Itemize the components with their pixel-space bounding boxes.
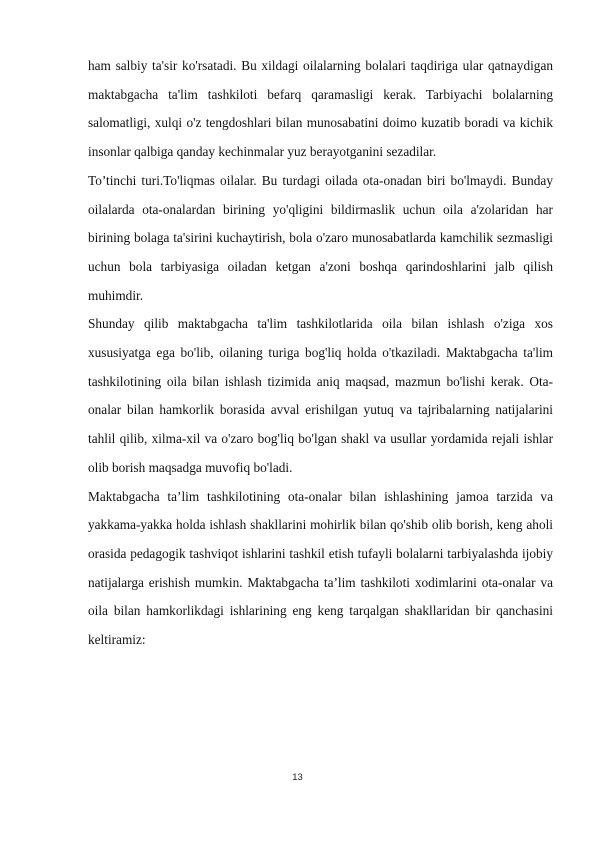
- paragraph-3: Shunday qilib maktabgacha ta'lim tashkilotlarida oila bilan ishlash o'ziga xos xususiyatga ega bo'lib, oilaning turiga bog'liq holda o'tkaziladi. Maktabgacha ta'lim tashkilotining oila bilan ishlash tizimida aniq maqsad, mazmun bo'lishi kerak. Ota-onalar bilan hamkorlik borasida avval erishilgan yutuq va tajribalarning natijalarini tahlil qilib, xilma-xil va o'zaro bog'liq bo'lgan shakl va usullar yordamida rejali ishlar olib borish maqsadga muvofiq bo'ladi.: [88, 316, 553, 475]
- paragraph-2: To’tinchi turi.To'liqmas oilalar. Bu turdagi oilada ota-onadan biri bo'lmaydi. Bunday oilalarda ota-onalardan birining yo'qligini bildirmaslik uchun oila a'zolaridan har birining bolaga ta'sirini kuchaytirish, bola o'zaro munosabatlarda kamchilik sezmasligi uchun bola tarbiyasiga oiladan ketgan a'zoni boshqa qarindoshlarini jalb qilish muhimdir.: [88, 172, 553, 303]
- paragraph-1: ham salbiy ta'sir ko'rsatadi. Bu xildagi oilalarning bolalari taqdiriga ular qatnaydigan maktabgacha ta'lim tashkiloti befarq qaramasligi kerak. Tarbiyachi bolalarning salomatligi, xulqi o'z tengdoshlari bilan munosabatini doimo kuzatib boradi va kichik insonlar qalbiga qanday kechinmalar yuz berayotganini sezadilar.: [88, 58, 553, 160]
- body-text: [88, 52, 553, 655]
- paragraph-4: Maktabgacha ta’lim tashkilotining ota-onalar bilan ishlashining jamoa tarzida va yakkama-yakka holda ishlash shakllarini mohirlik bilan qo'shib olib borish, keng aholi orasida pedagogik tashviqot ishlarini tashkil etish tufayli bolalarni tarbiyalashda ijobiy natijalarga erishish mumkin. Maktabgacha ta’lim tashkiloti xodimlarini ota-onalar va oila bilan hamkorlikdagi ishlarining eng keng tarqalgan shakllaridan bir qanchasini keltiramiz:: [88, 488, 553, 648]
- page-number: 13: [292, 772, 303, 783]
